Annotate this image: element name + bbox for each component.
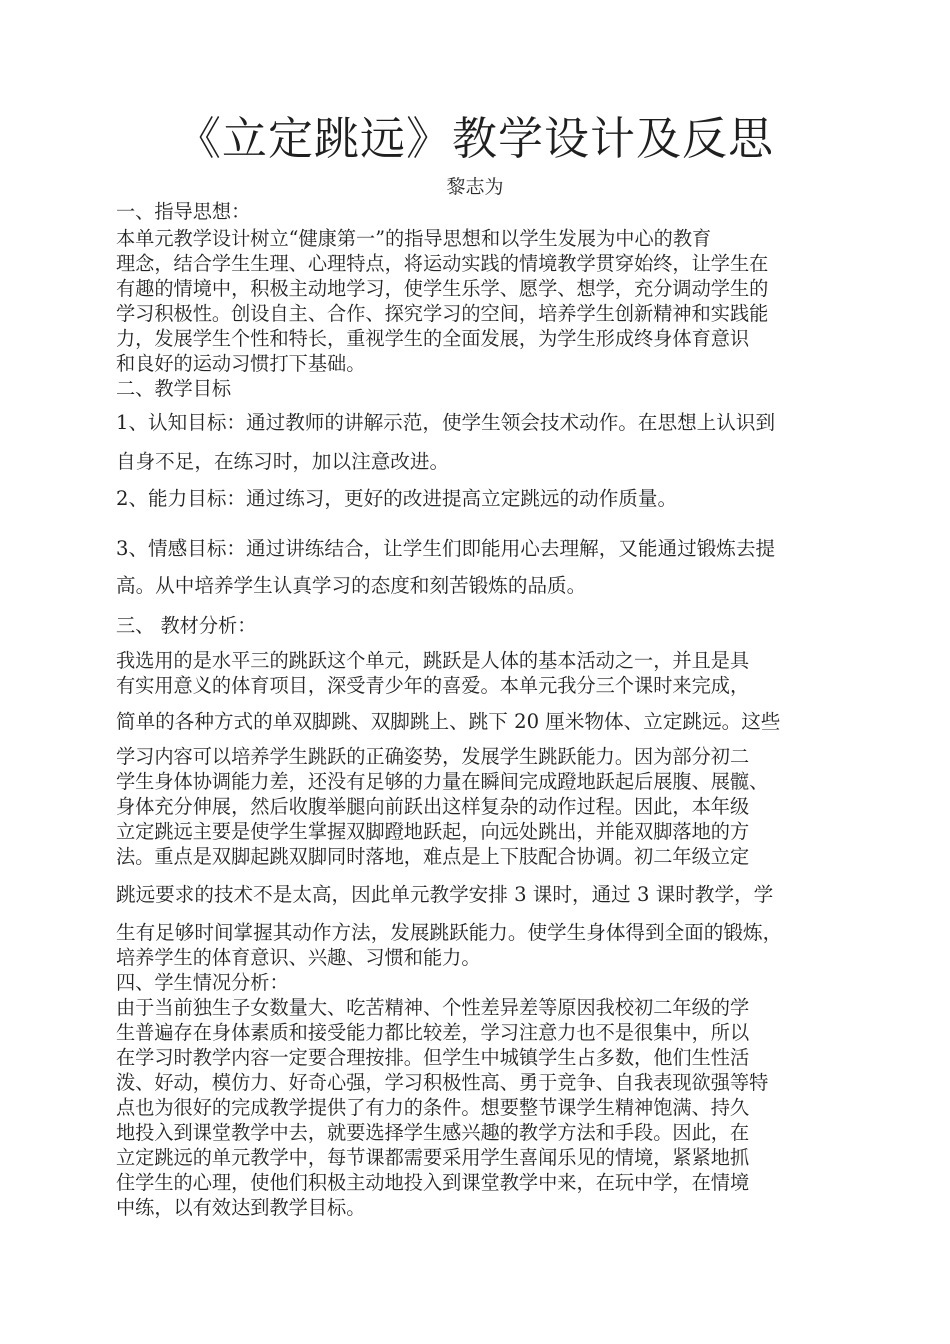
paragraph-line: 中练，以有效达到教学目标。 bbox=[116, 1196, 366, 1219]
paragraph-line: 地投入到课堂教学中去，就要选择学生感兴趣的教学方法和手段。因此，在 bbox=[116, 1121, 750, 1144]
section-heading-guiding-thought: 一、指导思想： bbox=[116, 200, 251, 223]
paragraph-line: 立定跳远主要是使学生掌握双脚蹬地跃起，向远处跳出，并能双脚落地的方 bbox=[116, 820, 750, 843]
paragraph-line: 和良好的运动习惯打下基础。 bbox=[116, 352, 366, 375]
paragraph-line: 有趣的情境中，积极主动地学习，使学生乐学、愿学、想学，充分调动学生的 bbox=[116, 277, 769, 300]
objective-line: 自身不足，在练习时，加以注意改进。 bbox=[116, 450, 450, 473]
paragraph-line: 身体充分伸展，然后收腹举腿向前跃出这样复杂的动作过程。因此，本年级 bbox=[116, 795, 750, 818]
paragraph-line: 泼、好动，模仿力、好奇心强，学习积极性高、勇于竞争、自我表现欲强等特 bbox=[116, 1071, 769, 1094]
paragraph-line: 学习内容可以培养学生跳跃的正确姿势，发展学生跳跃能力。因为部分初二 bbox=[116, 745, 750, 768]
objective-line: 3、情感目标：通过讲练结合，让学生们即能用心去理解，又能通过锻炼去提 bbox=[116, 537, 776, 560]
paragraph-line: 力，发展学生个性和特长，重视学生的全面发展，为学生形成终身体育意识 bbox=[116, 327, 750, 350]
paragraph-line: 生有足够时间掌握其动作方法，发展跳跃能力。使学生身体得到全面的锻炼， bbox=[116, 921, 783, 944]
paragraph-line: 理念，结合学生生理、心理特点，将运动实践的情境教学贯穿始终，让学生在 bbox=[116, 252, 769, 275]
paragraph-line: 培养学生的体育意识、兴趣、习惯和能力。 bbox=[116, 946, 481, 969]
objective-line: 高。从中培养学生认真学习的态度和刻苦锻炼的品质。 bbox=[116, 574, 587, 597]
document-title: 《立定跳远》教学设计及反思 bbox=[175, 112, 774, 165]
section-heading-student-analysis: 四、学生情况分析： bbox=[116, 971, 289, 994]
paragraph-line: 在学习时教学内容一定要合理按排。但学生中城镇学生占多数，他们生性活 bbox=[116, 1046, 750, 1069]
paragraph-line: 学生身体协调能力差，还没有足够的力量在瞬间完成蹬地跃起后展腹、展髋、 bbox=[116, 770, 769, 793]
paragraph-line: 有实用意义的体育项目，深受青少年的喜爱。本单元我分三个课时来完成， bbox=[116, 674, 750, 697]
section-heading-material-analysis: 三、 教材分析： bbox=[116, 614, 257, 637]
paragraph-line: 法。重点是双脚起跳双脚同时落地，难点是上下肢配合协调。初二年级立定 bbox=[116, 845, 750, 868]
paragraph-line: 由于当前独生子女数量大、吃苦精神、个性差异差等原因我校初二年级的学 bbox=[116, 996, 750, 1019]
paragraph-line: 点也为很好的完成教学提供了有力的条件。想要整节课学生精神饱满、持久 bbox=[116, 1096, 750, 1119]
paragraph-line: 我选用的是水平三的跳跃这个单元，跳跃是人体的基本活动之一，并且是具 bbox=[116, 649, 750, 672]
paragraph-line: 生普遍存在身体素质和接受能力都比较差，学习注意力也不是很集中，所以 bbox=[116, 1021, 750, 1044]
section-heading-teaching-objectives: 二、教学目标 bbox=[116, 377, 232, 400]
paragraph-line: 学习积极性。创设自主、合作、探究学习的空间，培养学生创新精神和实践能 bbox=[116, 302, 769, 325]
paragraph-line: 跳远要求的技术不是太高，因此单元教学安排 3 课时，通过 3 课时教学，学 bbox=[116, 883, 774, 906]
objective-line: 1、认知目标：通过教师的讲解示范，使学生领会技术动作。在思想上认识到 bbox=[116, 411, 776, 434]
paragraph-line: 立定跳远的单元教学中，每节课都需要采用学生喜闻乐见的情境，紧紧地抓 bbox=[116, 1146, 750, 1169]
paragraph-line: 简单的各种方式的单双脚跳、双脚跳上、跳下 20 厘米物体、立定跳远。这些 bbox=[116, 710, 781, 733]
objective-line: 2、能力目标：通过练习，更好的改进提高立定跳远的动作质量。 bbox=[116, 487, 678, 510]
author-name: 黎志为 bbox=[446, 176, 504, 198]
paragraph-line: 住学生的心理，使他们积极主动地投入到课堂教学中来，在玩中学，在情境 bbox=[116, 1171, 750, 1194]
paragraph-line: 本单元教学设计树立“健康第一”的指导思想和以学生发展为中心的教育 bbox=[116, 227, 712, 250]
